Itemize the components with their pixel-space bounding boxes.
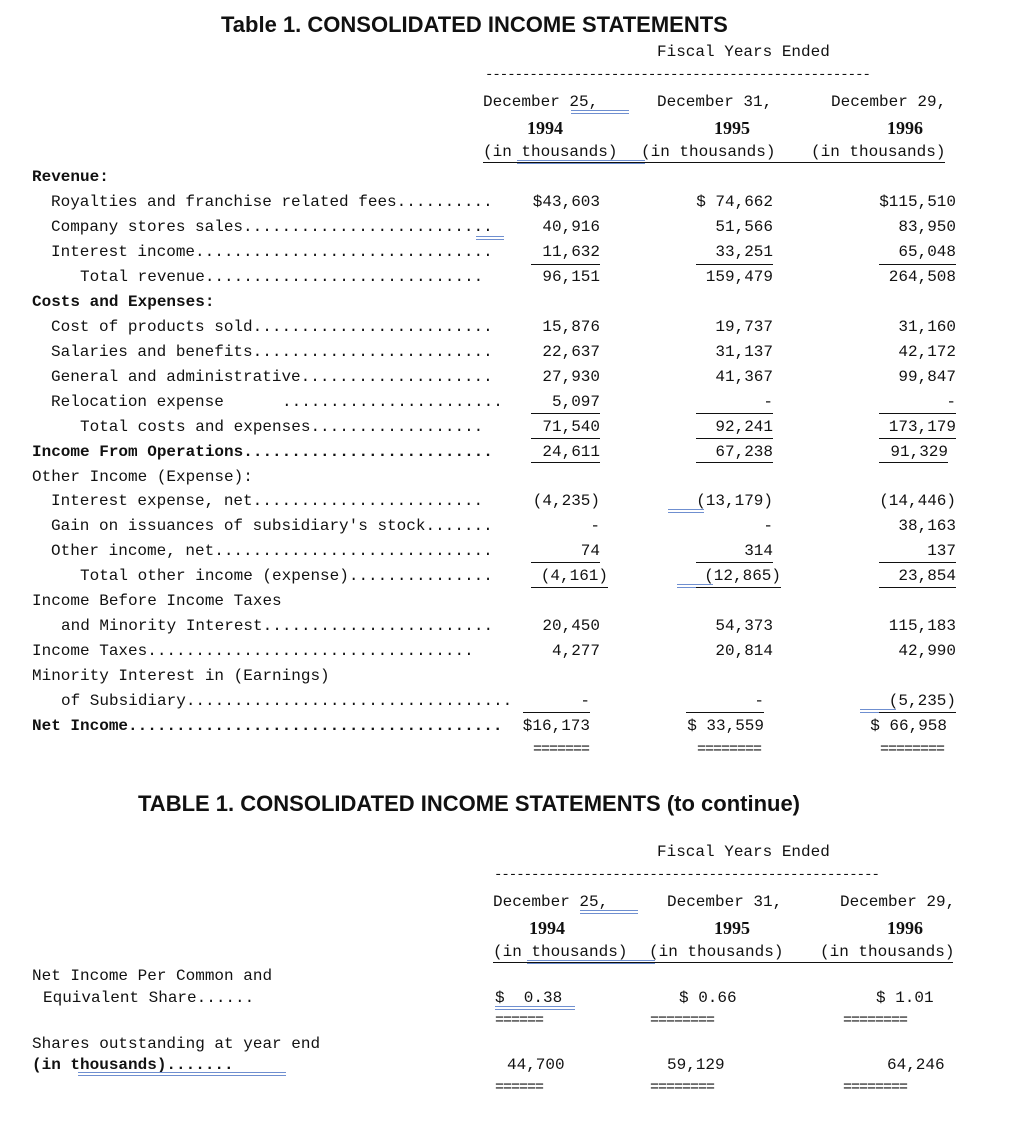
col-1995-year: 1995 [714, 118, 750, 138]
double-rule: ====== [495, 1079, 544, 1096]
shares-1994: 44,700 [507, 1056, 565, 1074]
cell-1995: - [754, 692, 764, 710]
cell-1994: $43,603 [532, 193, 600, 211]
cell-1994: 5,097 [551, 393, 600, 411]
cell-1995: 51,566 [715, 218, 773, 236]
cell-1995: (13,179) [696, 492, 773, 510]
double-rule: ======== [843, 1012, 908, 1029]
double-rule: ======== [843, 1079, 908, 1096]
cell-1996: 99,847 [898, 368, 956, 386]
row-label: Income Taxes.................................. [32, 642, 474, 660]
col-1994-date: December 25, [483, 93, 599, 111]
row-label: Net Income....................................... [32, 717, 503, 735]
row-label: Salaries and benefits......................... [51, 343, 493, 361]
period-header: Fiscal Years Ended [657, 43, 830, 61]
eps-label: Equivalent Share...... [43, 989, 255, 1007]
cell-1994: 11,632 [542, 243, 600, 261]
cell-1995: $ 74,662 [696, 193, 773, 211]
row-label: Income Before Income Taxes [32, 592, 282, 610]
cell-1995: 67,238 [715, 443, 773, 461]
cell-1994: (4,235) [532, 492, 600, 510]
cell-1994: 22,637 [542, 343, 600, 361]
table-title: Table 1. CONSOLIDATED INCOME STATEMENTS [221, 12, 728, 37]
cell-1994: 24,611 [542, 443, 600, 461]
cell-1996: 173,179 [888, 418, 956, 436]
shares-label: Shares outstanding at year end [32, 1035, 321, 1053]
col-1996-unit: (in thousands) [811, 143, 946, 161]
cell-1994: (4,161) [540, 567, 608, 585]
cell-1994: 96,151 [542, 268, 600, 286]
eps-1996: $ 1.01 [876, 989, 934, 1007]
cell-1994: - [590, 517, 600, 535]
col-1996-unit: (in thousands) [820, 943, 955, 961]
cell-1996: 264,508 [888, 268, 956, 286]
col-1994-year: 1994 [529, 918, 565, 938]
col-1996-year: 1996 [887, 918, 923, 938]
cell-1994: 40,916 [542, 218, 600, 236]
cell-1995: 19,737 [715, 318, 773, 336]
dash-line: ---------------------------------------------------- [494, 867, 879, 883]
row-leader: ....................... [282, 393, 503, 411]
spellcheck-mark [476, 236, 504, 240]
period-header: Fiscal Years Ended [657, 843, 830, 861]
row-label: Minority Interest in (Earnings) [32, 667, 330, 685]
cell-1996: 23,854 [898, 567, 956, 585]
cell-1996: 137 [927, 542, 956, 560]
spellcheck-mark [527, 960, 655, 964]
double-rule: ======= [533, 741, 590, 758]
row-label: Total costs and expenses.................. [80, 418, 484, 436]
cell-1995: 41,367 [715, 368, 773, 386]
col-1995-unit: (in thousands) [641, 143, 776, 161]
row-label: General and administrative.................... [51, 368, 493, 386]
double-rule: ======== [880, 741, 945, 758]
cell-1994: 4,277 [551, 642, 600, 660]
eps-1995: $ 0.66 [679, 989, 737, 1007]
spellcheck-mark [580, 910, 638, 914]
cell-1996: 42,990 [898, 642, 956, 660]
row-label: Total other income (expense)............... [80, 567, 493, 585]
row-label: Relocation expense [51, 393, 224, 411]
row-label: Total revenue............................. [80, 268, 484, 286]
shares-1996: 64,246 [887, 1056, 945, 1074]
row-label: Other income, net............................. [51, 542, 493, 560]
col-1996-year: 1996 [887, 118, 923, 138]
eps-1994: $ 0.38 [495, 989, 563, 1007]
cell-1996: $115,510 [879, 193, 956, 211]
col-1995-date: December 31, [657, 93, 773, 111]
spellcheck-mark [517, 160, 645, 164]
dash-line: ---------------------------------------------------- [485, 67, 870, 83]
cell-1995: 33,251 [715, 243, 773, 261]
cell-1995: 159,479 [705, 268, 773, 286]
cell-1994: 15,876 [542, 318, 600, 336]
col-1995-year: 1995 [714, 918, 750, 938]
row-label: Income From Operations.......................... [32, 443, 493, 461]
spellcheck-mark [495, 1006, 575, 1010]
col-1994-date: December 25, [493, 893, 609, 911]
cell-1995: 54,373 [715, 617, 773, 635]
cell-1996: 42,172 [898, 343, 956, 361]
double-rule: ======== [697, 741, 762, 758]
col-1996-date: December 29, [840, 893, 956, 911]
cell-1996: 65,048 [898, 243, 956, 261]
table-title-continued: TABLE 1. CONSOLIDATED INCOME STATEMENTS (to continue) [138, 791, 801, 816]
shares-1995: 59,129 [667, 1056, 725, 1074]
cell-1996: - [946, 393, 956, 411]
row-label: Other Income (Expense): [32, 468, 253, 486]
col-1995-date: December 31, [667, 893, 783, 911]
cell-1994: 74 [580, 542, 600, 560]
double-rule: ======== [650, 1079, 715, 1096]
cell-1996: 31,160 [898, 318, 956, 336]
col-1994-unit: (in thousands) [483, 143, 618, 161]
row-label: Company stores sales.......................... [51, 218, 493, 236]
cell-1995: 314 [744, 542, 773, 560]
shares-label: (in thousands)....... [32, 1056, 234, 1074]
double-rule: ====== [495, 1012, 544, 1029]
row-label: Royalties and franchise related fees.......... [51, 193, 493, 211]
cell-1994: 27,930 [542, 368, 600, 386]
col-1994-unit: (in thousands) [493, 943, 628, 961]
cell-1995: (12,865) [704, 567, 781, 585]
row-label: Interest expense, net........................ [51, 492, 484, 510]
col-1996-date: December 29, [831, 93, 947, 111]
cell-1995: 31,137 [715, 343, 773, 361]
cell-1994: 20,450 [542, 617, 600, 635]
cell-1995: 20,814 [715, 642, 773, 660]
cell-1995: - [763, 393, 773, 411]
cell-1996: 38,163 [898, 517, 956, 535]
cell-1996: 91,329 [890, 443, 948, 461]
cell-1996: $ 66,958 [870, 717, 947, 735]
cell-1995: - [763, 517, 773, 535]
spellcheck-mark [571, 110, 629, 114]
cell-1996: (5,235) [888, 692, 956, 710]
row-label: Cost of products sold......................... [51, 318, 493, 336]
eps-label: Net Income Per Common and [32, 967, 273, 985]
row-label: Interest income............................... [51, 243, 493, 261]
row-label: of Subsidiary.................................. [61, 692, 513, 710]
cell-1995: $ 33,559 [687, 717, 764, 735]
cell-1994: - [580, 692, 590, 710]
row-label: Revenue: [32, 168, 109, 186]
row-label: and Minority Interest........................ [61, 617, 494, 635]
cell-1994: 71,540 [542, 418, 600, 436]
cell-1995: 92,241 [715, 418, 773, 436]
row-label: Costs and Expenses: [32, 293, 215, 311]
cell-1996: 115,183 [888, 617, 956, 635]
col-1994-year: 1994 [527, 118, 563, 138]
col-1995-unit: (in thousands) [649, 943, 784, 961]
row-label: Gain on issuances of subsidiary's stock....... [51, 517, 493, 535]
cell-1996: 83,950 [898, 218, 956, 236]
cell-1996: (14,446) [879, 492, 956, 510]
cell-1994: $16,173 [522, 717, 590, 735]
spellcheck-mark [78, 1072, 286, 1076]
double-rule: ======== [650, 1012, 715, 1029]
